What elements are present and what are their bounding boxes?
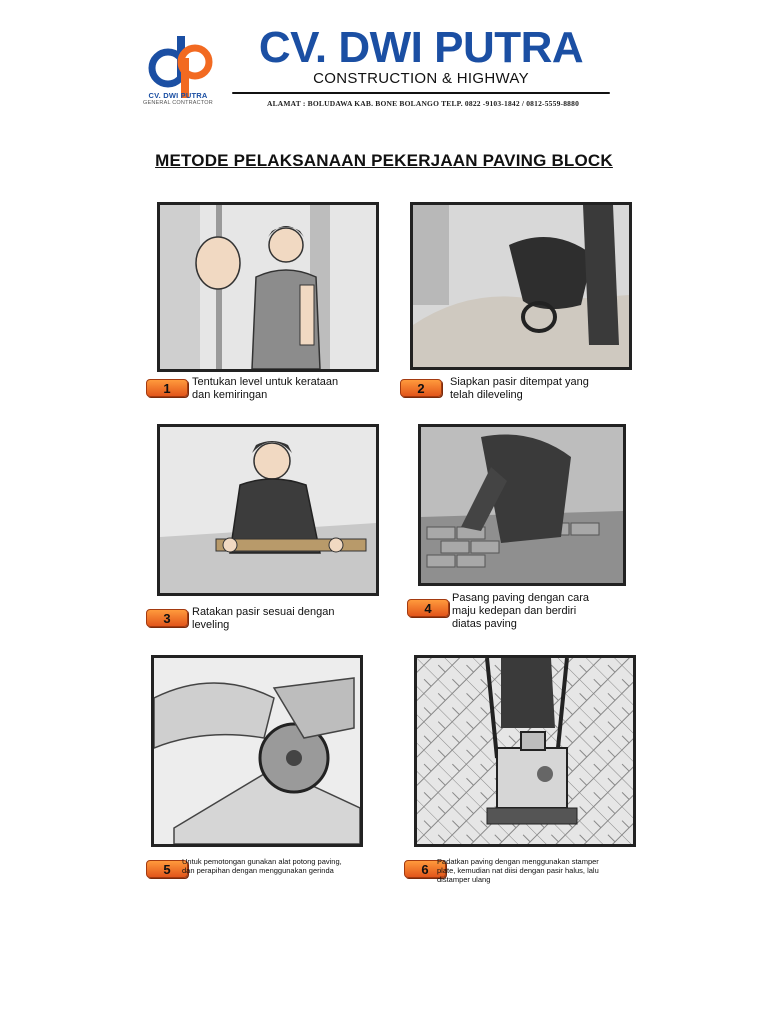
step-2-illustration bbox=[410, 202, 632, 370]
step-4-badge: 4 bbox=[407, 599, 449, 617]
step-4-illustration bbox=[418, 424, 626, 586]
step-5-illustration bbox=[151, 655, 363, 847]
step-4-caption: Pasang paving dengan cara maju kedepan dan berdiri diatas paving bbox=[452, 592, 589, 630]
step-1-caption: Tentukan level untuk kerataan dan kemiringan bbox=[192, 376, 339, 401]
step-3-caption: Ratakan pasir sesuai dengan leveling bbox=[192, 606, 335, 631]
step-3-badge: 3 bbox=[146, 609, 188, 627]
step-2-badge: 2 bbox=[400, 379, 442, 397]
header-divider bbox=[232, 92, 610, 94]
step-1-illustration bbox=[157, 202, 379, 372]
step-5-caption: Untuk pemotongan gunakan alat potong paving, dan perapihan dengan menggunakan gerinda bbox=[182, 857, 342, 875]
step-6-badge: 6 bbox=[404, 860, 446, 878]
company-name: CV. DWI PUTRA bbox=[258, 23, 584, 72]
document-title: METODE PELAKSANAAN PEKERJAAN PAVING BLOCK bbox=[155, 151, 613, 170]
step-2-caption: Siapkan pasir ditempat yang telah dileveling bbox=[450, 376, 589, 401]
logo-subtitle: GENERAL CONTRACTOR bbox=[143, 100, 213, 106]
step-3-illustration bbox=[157, 424, 379, 596]
step-5-badge: 5 bbox=[146, 860, 188, 878]
step-6-caption: Padatkan paving dengan menggunakan stamper plate, kemudian nat diisi dengan pasir halus, lalu distamper ulang bbox=[437, 857, 599, 884]
step-1-badge: 1 bbox=[146, 379, 188, 397]
company-address: ALAMAT : BOLUDAWA KAB. BONE BOLANGO TELP. 0822 -9103-1842 / 0812-5559-8880 bbox=[266, 99, 580, 108]
logo-company-name: CV. DWI PUTRA bbox=[148, 91, 208, 100]
step-6-illustration bbox=[414, 655, 636, 847]
company-tagline: CONSTRUCTION & HIGHWAY bbox=[313, 70, 529, 87]
